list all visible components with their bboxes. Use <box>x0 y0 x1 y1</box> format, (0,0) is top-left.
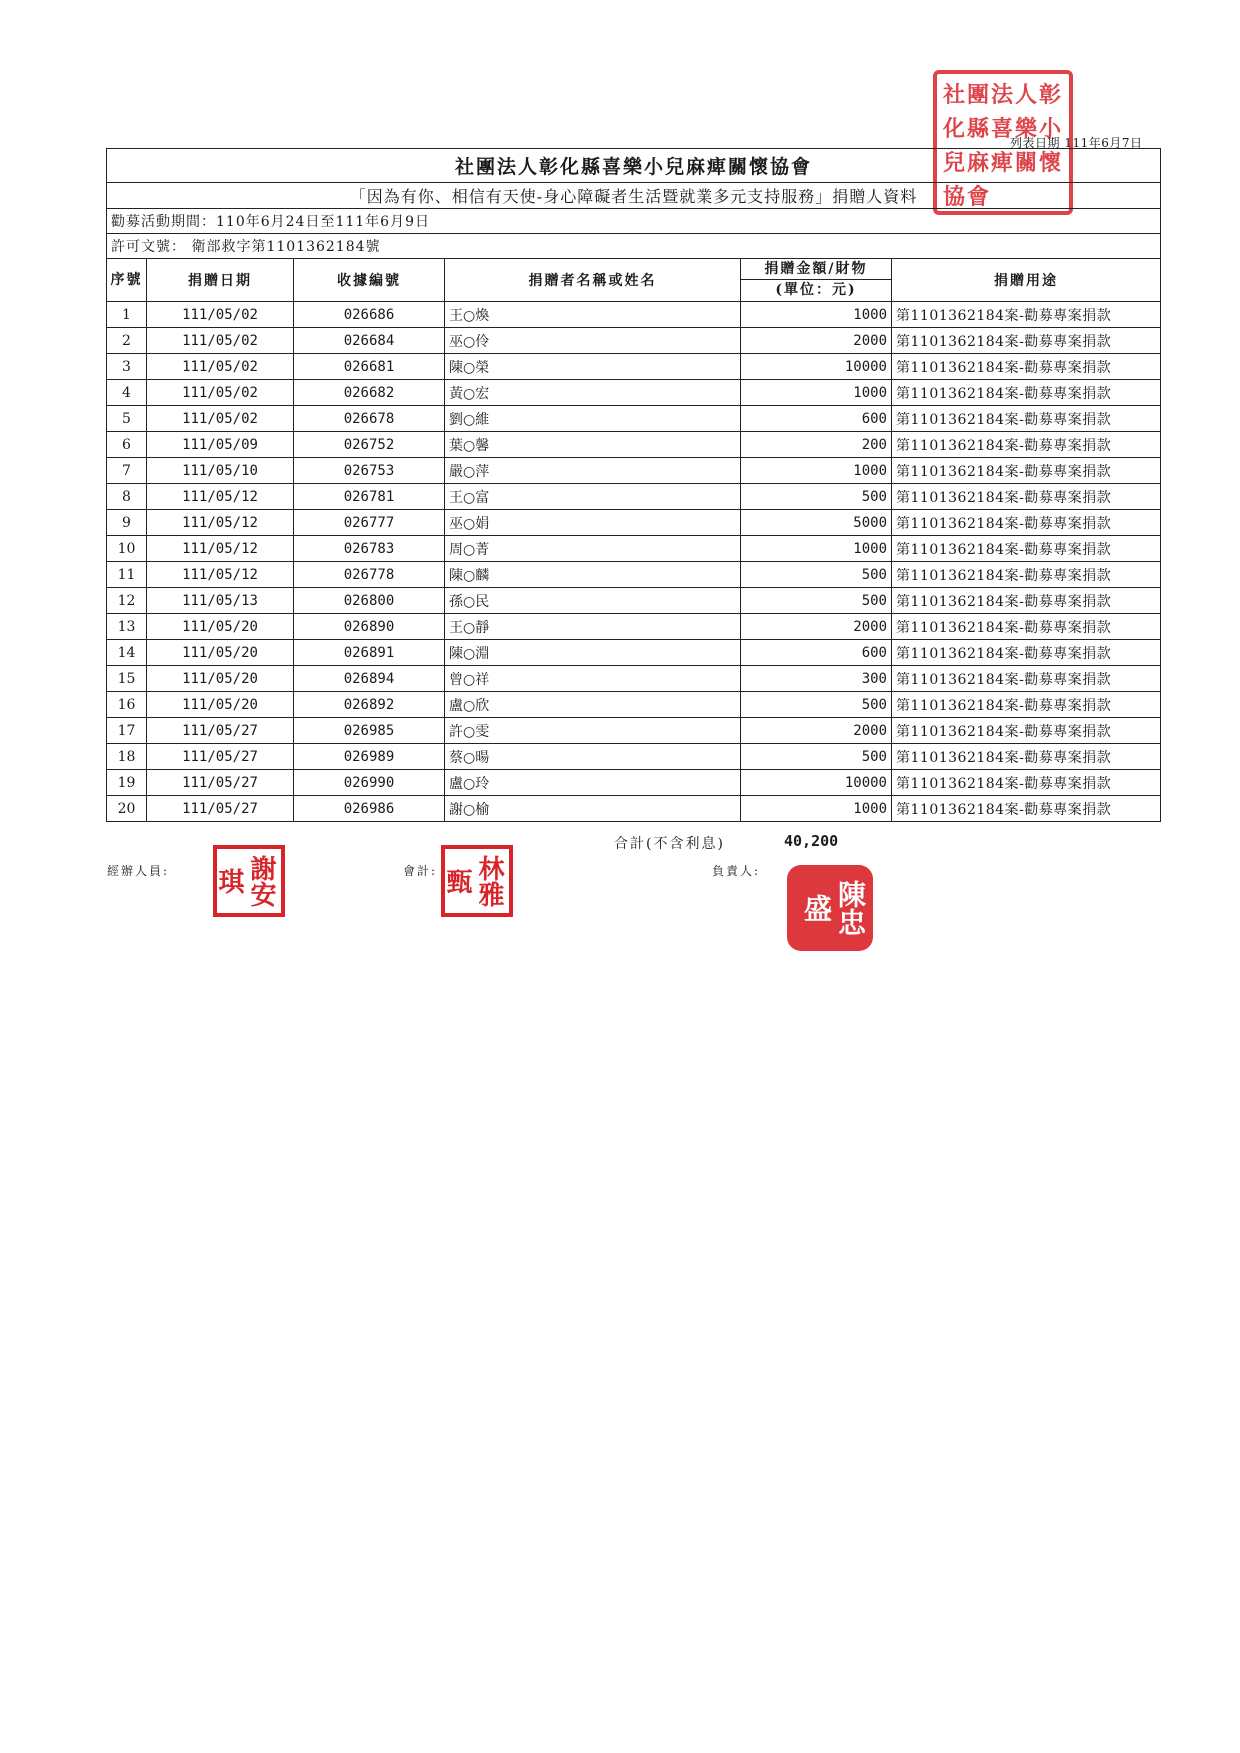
row-amount: 1000 <box>741 458 892 484</box>
table-row <box>107 796 1161 822</box>
row-seq: 7 <box>107 458 147 484</box>
row-seq: 18 <box>107 744 147 770</box>
row-amount: 1000 <box>741 536 892 562</box>
row-seq: 3 <box>107 354 147 380</box>
donor-table <box>106 148 1161 822</box>
row-receipt: 026894 <box>294 666 445 692</box>
header-amount-label: 捐贈金額/財物 <box>741 259 891 280</box>
total-value: 40,200 <box>784 832 839 850</box>
row-amount: 500 <box>741 588 892 614</box>
document-subtitle: 「因為有你、相信有天使-身心障礙者生活暨就業多元支持服務」捐贈人資料 <box>107 183 1161 209</box>
row-use: 第1101362184案-勸募專案捐款 <box>892 432 1161 458</box>
row-amount: 10000 <box>741 354 892 380</box>
row-receipt: 026800 <box>294 588 445 614</box>
row-seq: 8 <box>107 484 147 510</box>
header-seq: 序號 <box>107 259 147 302</box>
row-use: 第1101362184案-勸募專案捐款 <box>892 302 1161 328</box>
table-row <box>107 458 1161 484</box>
row-use: 第1101362184案-勸募專案捐款 <box>892 536 1161 562</box>
row-use: 第1101362184案-勸募專案捐款 <box>892 406 1161 432</box>
table-row <box>107 432 1161 458</box>
row-donor-name: 許○雯 <box>445 718 741 744</box>
row-date: 111/05/27 <box>147 718 294 744</box>
row-amount: 600 <box>741 640 892 666</box>
row-seq: 11 <box>107 562 147 588</box>
row-donor-name: 蔡○暘 <box>445 744 741 770</box>
header-amount <box>741 259 892 302</box>
table-row <box>107 718 1161 744</box>
row-receipt: 026892 <box>294 692 445 718</box>
row-donor-name: 曾○祥 <box>445 666 741 692</box>
row-amount: 2000 <box>741 718 892 744</box>
table-row <box>107 328 1161 354</box>
row-date: 111/05/12 <box>147 536 294 562</box>
row-donor-name: 陳○淵 <box>445 640 741 666</box>
row-date: 111/05/27 <box>147 796 294 822</box>
row-date: 111/05/20 <box>147 692 294 718</box>
row-seq: 13 <box>107 614 147 640</box>
row-receipt: 026684 <box>294 328 445 354</box>
permit-number: 許可文號： 衛部救字第1101362184號 <box>107 234 1161 259</box>
row-donor-name: 黃○宏 <box>445 380 741 406</box>
row-seq: 17 <box>107 718 147 744</box>
row-receipt: 026678 <box>294 406 445 432</box>
row-receipt: 026891 <box>294 640 445 666</box>
handler-seal: 謝安琪 <box>213 845 285 917</box>
header-amount-unit: (單位：元) <box>775 282 857 298</box>
table-header <box>107 259 1161 302</box>
row-amount: 1000 <box>741 302 892 328</box>
row-receipt: 026890 <box>294 614 445 640</box>
row-amount: 300 <box>741 666 892 692</box>
header-use: 捐贈用途 <box>892 259 1161 302</box>
row-use: 第1101362184案-勸募專案捐款 <box>892 718 1161 744</box>
row-donor-name: 王○靜 <box>445 614 741 640</box>
row-donor-name: 巫○娟 <box>445 510 741 536</box>
row-date: 111/05/09 <box>147 432 294 458</box>
row-date: 111/05/12 <box>147 484 294 510</box>
row-date: 111/05/02 <box>147 354 294 380</box>
row-date: 111/05/13 <box>147 588 294 614</box>
row-donor-name: 盧○玲 <box>445 770 741 796</box>
table-row <box>107 354 1161 380</box>
row-donor-name: 葉○馨 <box>445 432 741 458</box>
header-donor-name: 捐贈者名稱或姓名 <box>445 259 741 302</box>
table-row <box>107 666 1161 692</box>
row-amount: 1000 <box>741 380 892 406</box>
row-receipt: 026682 <box>294 380 445 406</box>
row-date: 111/05/12 <box>147 510 294 536</box>
row-date: 111/05/02 <box>147 302 294 328</box>
table-row <box>107 614 1161 640</box>
table-row <box>107 770 1161 796</box>
row-amount: 5000 <box>741 510 892 536</box>
row-donor-name: 盧○欣 <box>445 692 741 718</box>
row-seq: 4 <box>107 380 147 406</box>
header-date: 捐贈日期 <box>147 259 294 302</box>
row-donor-name: 陳○榮 <box>445 354 741 380</box>
accountant-label: 會計: <box>403 864 438 878</box>
row-use: 第1101362184案-勸募專案捐款 <box>892 614 1161 640</box>
row-seq: 9 <box>107 510 147 536</box>
row-receipt: 026989 <box>294 744 445 770</box>
accountant-seal: 林雅甄 <box>441 845 513 917</box>
row-amount: 10000 <box>741 770 892 796</box>
row-donor-name: 孫○民 <box>445 588 741 614</box>
responsible-label: 負責人: <box>712 864 761 878</box>
row-seq: 19 <box>107 770 147 796</box>
row-receipt: 026985 <box>294 718 445 744</box>
row-donor-name: 王○煥 <box>445 302 741 328</box>
row-amount: 500 <box>741 744 892 770</box>
row-receipt: 026686 <box>294 302 445 328</box>
total-label: 合計(不含利息) <box>614 836 725 852</box>
row-amount: 2000 <box>741 614 892 640</box>
row-use: 第1101362184案-勸募專案捐款 <box>892 744 1161 770</box>
row-receipt: 026778 <box>294 562 445 588</box>
row-seq: 16 <box>107 692 147 718</box>
row-date: 111/05/02 <box>147 406 294 432</box>
row-seq: 15 <box>107 666 147 692</box>
table-row <box>107 380 1161 406</box>
row-donor-name: 巫○伶 <box>445 328 741 354</box>
row-use: 第1101362184案-勸募專案捐款 <box>892 484 1161 510</box>
row-seq: 14 <box>107 640 147 666</box>
row-receipt: 026681 <box>294 354 445 380</box>
row-receipt: 026752 <box>294 432 445 458</box>
table-row <box>107 744 1161 770</box>
responsible-seal: 陳忠盛 <box>787 865 873 951</box>
row-amount: 2000 <box>741 328 892 354</box>
table-row <box>107 588 1161 614</box>
handler-label: 經辦人員: <box>107 864 170 878</box>
row-receipt: 026781 <box>294 484 445 510</box>
row-donor-name: 劉○維 <box>445 406 741 432</box>
donor-table-frame <box>106 148 1160 822</box>
row-seq: 20 <box>107 796 147 822</box>
row-date: 111/05/27 <box>147 770 294 796</box>
row-use: 第1101362184案-勸募專案捐款 <box>892 692 1161 718</box>
row-donor-name: 陳○麟 <box>445 562 741 588</box>
row-date: 111/05/27 <box>147 744 294 770</box>
row-amount: 1000 <box>741 796 892 822</box>
row-date: 111/05/12 <box>147 562 294 588</box>
row-amount: 500 <box>741 692 892 718</box>
row-receipt: 026783 <box>294 536 445 562</box>
header-receipt: 收據編號 <box>294 259 445 302</box>
row-use: 第1101362184案-勸募專案捐款 <box>892 770 1161 796</box>
row-seq: 6 <box>107 432 147 458</box>
row-seq: 12 <box>107 588 147 614</box>
row-donor-name: 周○菁 <box>445 536 741 562</box>
table-row <box>107 302 1161 328</box>
row-donor-name: 謝○榆 <box>445 796 741 822</box>
table-row <box>107 484 1161 510</box>
row-seq: 5 <box>107 406 147 432</box>
row-use: 第1101362184案-勸募專案捐款 <box>892 796 1161 822</box>
campaign-period: 勸募活動期間：110年6月24日至111年6月9日 <box>107 209 1161 234</box>
row-receipt: 026986 <box>294 796 445 822</box>
row-use: 第1101362184案-勸募專案捐款 <box>892 666 1161 692</box>
row-donor-name: 王○富 <box>445 484 741 510</box>
row-date: 111/05/20 <box>147 640 294 666</box>
table-row <box>107 640 1161 666</box>
row-use: 第1101362184案-勸募專案捐款 <box>892 588 1161 614</box>
row-donor-name: 嚴○萍 <box>445 458 741 484</box>
row-amount: 500 <box>741 562 892 588</box>
row-use: 第1101362184案-勸募專案捐款 <box>892 354 1161 380</box>
row-use: 第1101362184案-勸募專案捐款 <box>892 510 1161 536</box>
document-title: 社團法人彰化縣喜樂小兒麻痺關懷協會 <box>107 149 1161 183</box>
table-row <box>107 692 1161 718</box>
row-use: 第1101362184案-勸募專案捐款 <box>892 640 1161 666</box>
row-date: 111/05/20 <box>147 614 294 640</box>
organization-seal: 社團法人彰化縣喜樂小兒麻痺關懷協會 <box>933 70 1073 215</box>
row-receipt: 026990 <box>294 770 445 796</box>
row-date: 111/05/10 <box>147 458 294 484</box>
print-date: 列表日期 111年6月7日 <box>1010 136 1143 150</box>
table-row <box>107 536 1161 562</box>
table-row <box>107 562 1161 588</box>
row-seq: 1 <box>107 302 147 328</box>
row-use: 第1101362184案-勸募專案捐款 <box>892 458 1161 484</box>
row-amount: 500 <box>741 484 892 510</box>
row-use: 第1101362184案-勸募專案捐款 <box>892 328 1161 354</box>
row-seq: 10 <box>107 536 147 562</box>
row-amount: 600 <box>741 406 892 432</box>
row-amount: 200 <box>741 432 892 458</box>
row-date: 111/05/20 <box>147 666 294 692</box>
table-row <box>107 510 1161 536</box>
row-seq: 2 <box>107 328 147 354</box>
row-date: 111/05/02 <box>147 328 294 354</box>
table-row <box>107 406 1161 432</box>
row-receipt: 026753 <box>294 458 445 484</box>
row-date: 111/05/02 <box>147 380 294 406</box>
row-use: 第1101362184案-勸募專案捐款 <box>892 562 1161 588</box>
row-receipt: 026777 <box>294 510 445 536</box>
row-use: 第1101362184案-勸募專案捐款 <box>892 380 1161 406</box>
